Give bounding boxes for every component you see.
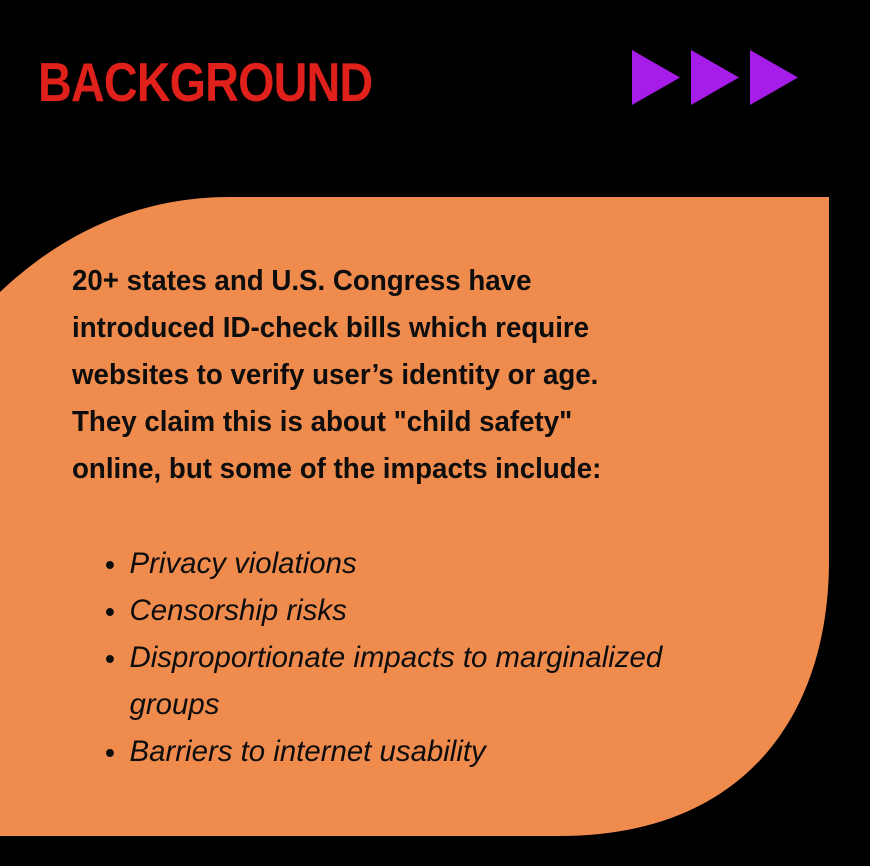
list-item	[106, 728, 727, 775]
intro-line: They claim this is about "child safety"	[72, 406, 573, 438]
play-arrow-icon	[691, 50, 739, 105]
list-item	[106, 634, 727, 728]
bullet-icon	[106, 608, 114, 616]
list-item	[106, 540, 727, 587]
play-arrow-icon	[632, 50, 680, 105]
page-title: BACKGROUND	[38, 51, 373, 113]
list-item-text: Censorship risks	[129, 594, 347, 627]
list-item-text: Disproportionate impacts to marginalized groups	[129, 641, 663, 721]
intro-line: introduced ID-check bills which require	[72, 312, 590, 344]
list-item-text: Privacy violations	[129, 547, 357, 580]
list-item-text: Barriers to internet usability	[129, 735, 486, 768]
intro-line: 20+ states and U.S. Congress have	[72, 265, 532, 297]
impacts-list	[106, 540, 746, 775]
intro-paragraph	[72, 258, 731, 493]
list-item	[106, 587, 727, 634]
intro-line: online, but some of the impacts include:	[72, 453, 602, 485]
intro-line: websites to verify user’s identity or age.	[72, 359, 599, 391]
play-arrow-icon	[750, 50, 798, 105]
panel-content	[72, 258, 762, 768]
bullet-icon	[106, 655, 114, 663]
bullet-icon	[106, 749, 114, 757]
arrow-group	[632, 50, 816, 105]
bullet-icon	[106, 561, 114, 569]
